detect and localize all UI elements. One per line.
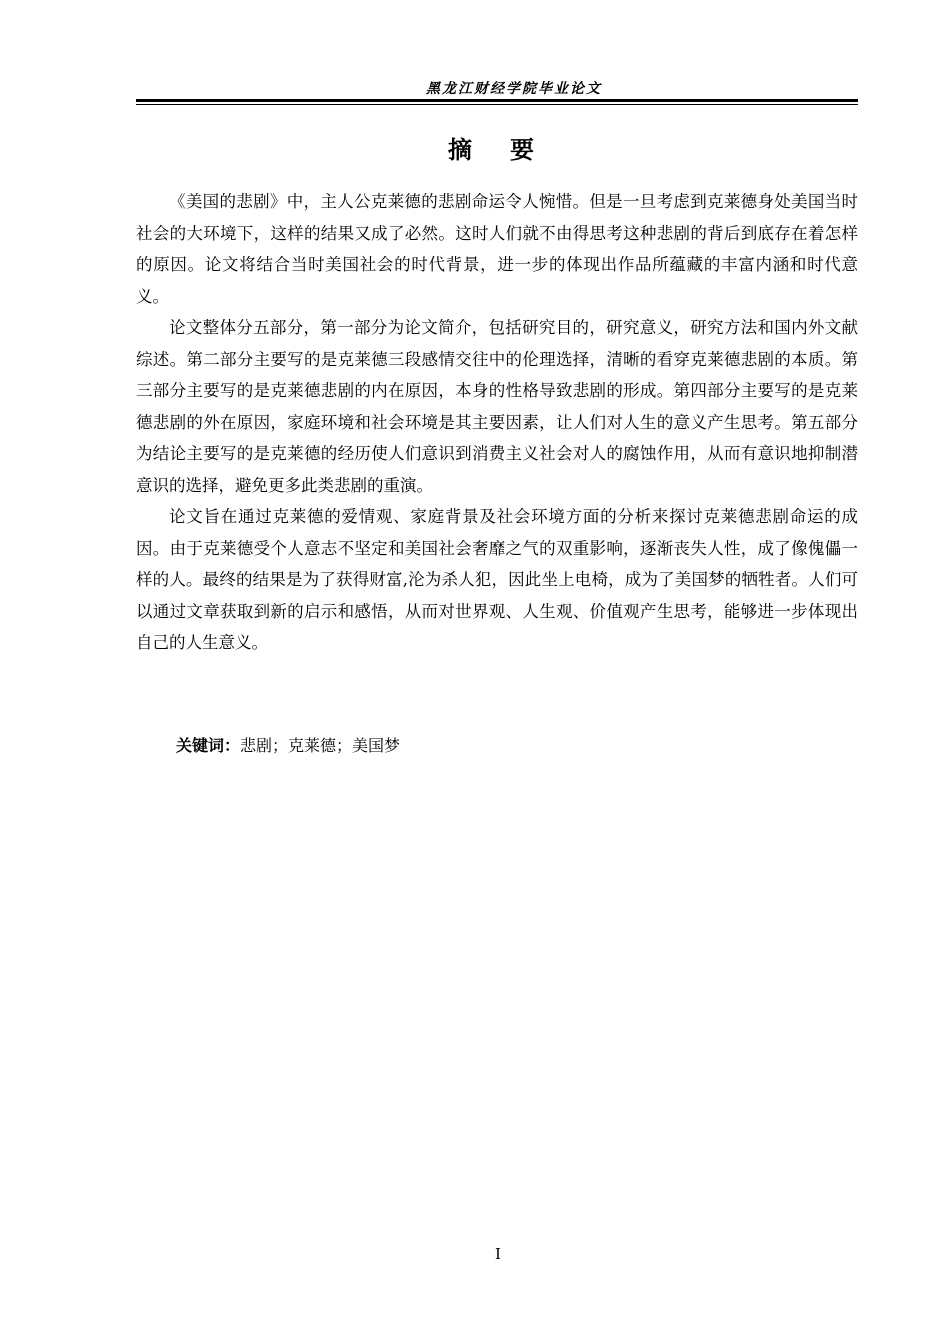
header-rule-thin [136,104,858,105]
running-header: 黑龙江财经学院毕业论文 [426,81,602,97]
keywords-label: 关键词： [176,736,241,755]
abstract-body [136,186,858,659]
page-title: 摘要 [448,136,572,164]
keywords-value: 悲剧；克莱德；美国梦 [240,736,401,755]
abstract-paragraph-3: 论文旨在通过克莱德的爱情观、家庭背景及社会环境方面的分析来探讨克莱德悲剧命运的成因。由于克莱德受个人意志不坚定和美国社会奢靡之气的双重影响，逐渐丧失人性，成了像傀儡一样的人。最终的结果是为了获得财富,沦为杀人犯，因此坐上电椅，成为了美国梦的牺牲者。人们可以通过文章获取到新的启示和感悟，从而对世界观、人生观、价值观产生思考，能够进一步体现出自己的人生意义。 [136,507,858,652]
keywords-line [176,732,400,760]
page-number: I [495,1245,501,1263]
header-rule-thick [136,99,858,102]
abstract-paragraph-2: 论文整体分五部分，第一部分为论文简介，包括研究目的，研究意义，研究方法和国内外文献综述。第二部分主要写的是克莱德三段感情交往中的伦理选择，清晰的看穿克莱德悲剧的本质。第三部分主要写的是克莱德悲剧的内在原因，本身的性格导致悲剧的形成。第四部分主要写的是克莱德悲剧的外在原因，家庭环境和社会环境是其主要因素，让人们对人生的意义产生思考。第五部分为结论主要写的是克莱德的经历使人们意识到消费主义社会对人的腐蚀作用，从而有意识地抑制潜意识的选择，避免更多此类悲剧的重演。 [136,318,858,495]
abstract-paragraph-1: 《美国的悲剧》中，主人公克莱德的悲剧命运令人惋惜。但是一旦考虑到克莱德身处美国当时社会的大环境下，这样的结果又成了必然。这时人们就不由得思考这种悲剧的背后到底存在着怎样的原因。论文将结合当时美国社会的时代背景，进一步的体现出作品所蕴藏的丰富内涵和时代意义。 [136,192,858,306]
